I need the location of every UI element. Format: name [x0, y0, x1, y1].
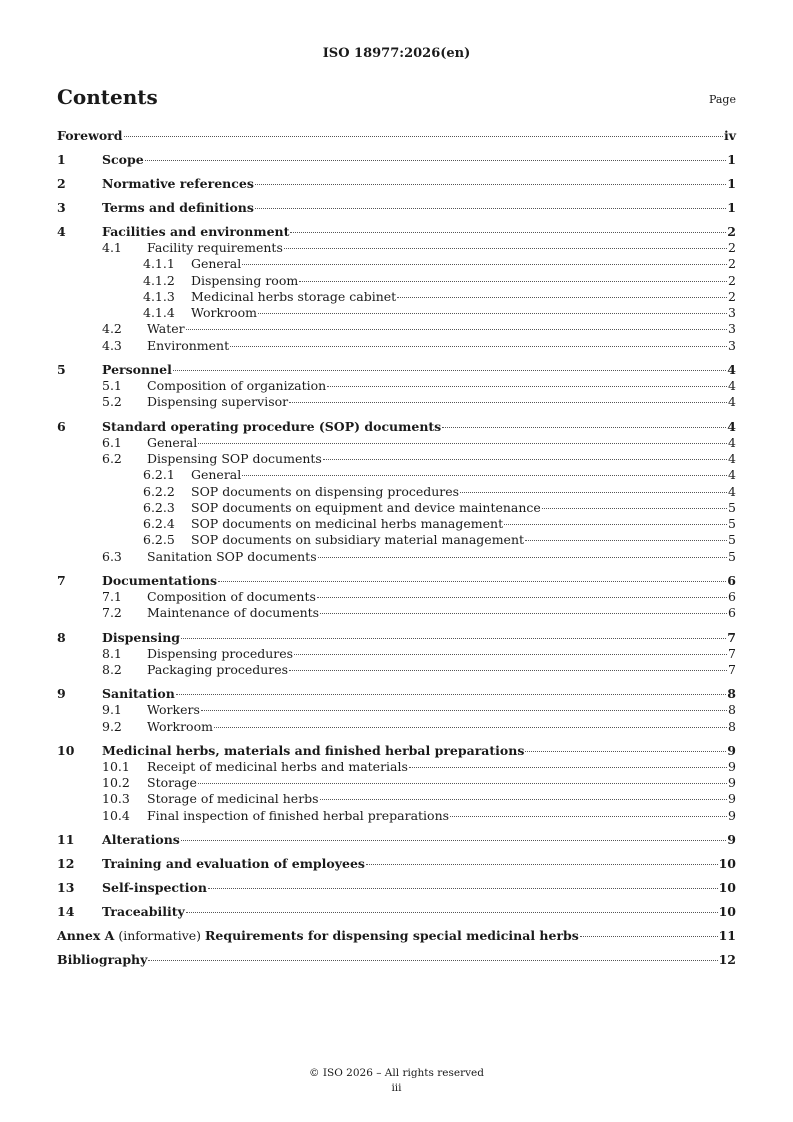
dot-leader [450, 816, 727, 817]
dot-leader [201, 710, 727, 711]
dot-leader [242, 475, 727, 476]
toc-entry[interactable] [57, 759, 736, 775]
toc-entry[interactable] [57, 903, 736, 920]
toc-entry-title[interactable]: Storage [147, 775, 197, 791]
toc-entry[interactable] [57, 662, 736, 678]
toc-entry-page: 4 [728, 394, 736, 410]
toc-entry-page: 3 [728, 305, 736, 321]
page-title: Contents [57, 85, 158, 109]
toc-entry-title[interactable]: Sanitation SOP documents [147, 548, 317, 564]
toc-entry[interactable] [57, 791, 736, 807]
toc-group [57, 151, 736, 168]
dot-leader [284, 248, 727, 249]
toc-entry-page: 9 [728, 775, 736, 791]
toc-entry-page: 4 [728, 450, 736, 466]
toc-entry-number: 7.2 [102, 605, 122, 621]
toc-entry[interactable] [57, 273, 736, 289]
dot-leader [299, 281, 727, 282]
dot-leader [258, 313, 727, 314]
toc-entry[interactable] [57, 549, 736, 565]
toc-entry-page: 12 [718, 952, 736, 968]
toc-group [57, 629, 736, 679]
toc-entry-number: 4.3 [102, 337, 122, 353]
toc-entry[interactable] [57, 500, 736, 516]
toc-entry[interactable] [57, 151, 736, 168]
dot-leader [124, 136, 723, 137]
toc-entry[interactable] [57, 175, 736, 192]
document-id-header: ISO 18977:2026(en) [322, 46, 471, 61]
toc-entry[interactable] [57, 240, 736, 256]
dot-leader [289, 402, 727, 403]
toc-entry-title[interactable]: Dispensing [102, 629, 181, 645]
dot-leader [255, 208, 726, 209]
toc-entry-number: 10.2 [102, 775, 130, 791]
toc-entry[interactable] [57, 572, 736, 589]
toc-entry-title[interactable]: Alterations [102, 832, 180, 848]
toc-entry-title[interactable]: Dispensing procedures [147, 645, 294, 661]
table-of-contents [57, 127, 736, 975]
toc-entry-page: 5 [728, 548, 736, 564]
dot-leader [525, 540, 727, 541]
dot-leader [442, 427, 726, 428]
toc-group [57, 685, 736, 735]
toc-entry-number: 6.1 [102, 434, 122, 450]
toc-entry[interactable] [57, 289, 736, 305]
toc-entry-page: 1 [727, 152, 736, 167]
toc-group [57, 361, 736, 411]
toc-entry-page: 9 [728, 758, 736, 774]
toc-group [57, 175, 736, 192]
dot-leader [186, 912, 718, 913]
dot-leader [409, 767, 727, 768]
toc-entry-title[interactable]: Medicinal herbs, materials and finished herbal preparations [102, 742, 525, 758]
toc-entry-page: 9 [727, 832, 736, 848]
toc-entry-page: 9 [727, 742, 736, 758]
toc-entry-number: 12 [57, 856, 75, 872]
toc-entry-number: 4.1.3 [143, 288, 175, 304]
toc-entry-title[interactable]: Final inspection of finished herbal preparations [147, 807, 450, 823]
toc-entry[interactable] [57, 199, 736, 216]
toc-entry-number: 10.1 [102, 758, 130, 774]
toc-group [57, 127, 736, 144]
toc-entry-title[interactable]: Dispensing supervisor [147, 394, 289, 410]
toc-entry-number: 10.3 [102, 791, 130, 807]
toc-entry[interactable] [57, 305, 736, 321]
toc-entry[interactable] [57, 451, 736, 467]
toc-entry-page: 1 [727, 176, 736, 191]
toc-entry-title[interactable]: Facility requirements [147, 240, 283, 255]
toc-entry[interactable] [57, 223, 736, 240]
toc-entry[interactable] [57, 719, 736, 735]
dot-leader [230, 346, 727, 347]
toc-entry-page: 4 [728, 378, 736, 394]
dot-leader [294, 654, 727, 655]
toc-entry-number: 9 [57, 686, 66, 702]
dot-leader [525, 751, 726, 752]
toc-entry-page: 4 [728, 483, 736, 499]
toc-entry[interactable] [57, 685, 736, 702]
toc-entry-number: 14 [57, 904, 75, 920]
dot-leader [318, 557, 727, 558]
toc-entry-number: 4 [57, 224, 66, 239]
toc-group [57, 831, 736, 848]
toc-entry-number: 8 [57, 629, 66, 645]
toc-entry-number: 13 [57, 880, 75, 896]
toc-entry-title[interactable]: SOP documents on medicinal herbs management [191, 516, 504, 532]
toc-entry-number: 5.1 [102, 378, 122, 394]
toc-entry-page: 5 [728, 516, 736, 532]
toc-entry-title[interactable]: Water [147, 321, 185, 337]
toc-entry[interactable] [57, 879, 736, 896]
toc-entry-page: iv [723, 128, 736, 143]
toc-entry[interactable] [57, 831, 736, 848]
dot-leader [198, 443, 727, 444]
toc-entry-page: 8 [727, 686, 736, 702]
toc-entry-title[interactable]: Normative references [102, 176, 254, 191]
toc-entry-title[interactable]: SOP documents on dispensing procedures [191, 483, 460, 499]
toc-entry-number: 6.2.3 [143, 499, 175, 515]
toc-entry-number: 4.1.1 [143, 256, 175, 272]
toc-entry-page: 5 [728, 499, 736, 515]
copyright-notice: © ISO 2026 – All rights reserved [309, 1067, 484, 1079]
toc-entry-number: 3 [57, 200, 66, 215]
toc-entry-title[interactable]: Workroom [147, 718, 213, 734]
toc-entry-number: 10.4 [102, 807, 130, 823]
toc-entry[interactable] [57, 467, 736, 483]
toc-entry-number: 6 [57, 418, 66, 434]
toc-entry-page: 4 [728, 467, 736, 483]
page-number: iii [391, 1082, 402, 1094]
toc-entry[interactable] [57, 951, 736, 968]
toc-entry-page: 2 [728, 272, 736, 288]
toc-group [57, 418, 736, 565]
toc-entry-number: 6.2 [102, 450, 122, 466]
toc-entry-title[interactable]: Composition of documents [147, 589, 316, 605]
toc-entry-number: 10 [57, 742, 75, 758]
toc-entry[interactable] [57, 927, 736, 944]
toc-entry[interactable] [57, 394, 736, 410]
toc-entry-number: 4.2 [102, 321, 122, 337]
toc-entry-title[interactable]: Training and evaluation of employees [102, 856, 365, 872]
dot-leader [208, 888, 718, 889]
toc-entry-number: 6.2.5 [143, 532, 175, 548]
toc-entry-number: 6.2.2 [143, 483, 175, 499]
toc-entry-number: 1 [57, 152, 66, 167]
toc-group [57, 855, 736, 872]
toc-entry-title[interactable]: SOP documents on equipment and device maintenance [191, 499, 541, 515]
toc-entry-number: 8.1 [102, 645, 122, 661]
toc-entry-title[interactable]: Bibliography [57, 952, 148, 968]
toc-entry-page: 10 [718, 880, 736, 896]
toc-entry-page: 4 [727, 362, 736, 378]
dot-leader [198, 783, 727, 784]
toc-entry-title[interactable]: SOP documents on subsidiary material management [191, 532, 525, 548]
toc-entry-title[interactable]: Documentations [102, 573, 218, 589]
toc-entry-page: 6 [727, 573, 736, 589]
toc-entry-page: 8 [728, 702, 736, 718]
toc-entry-title[interactable]: Medicinal herbs storage cabinet [191, 288, 397, 304]
toc-entry-number: 4.1.2 [143, 272, 175, 288]
toc-entry-page: 2 [727, 224, 736, 239]
toc-entry-page: 6 [728, 589, 736, 605]
toc-entry[interactable] [57, 532, 736, 548]
page-footer [0, 1066, 793, 1096]
toc-entry-page: 10 [718, 904, 736, 920]
toc-entry-title[interactable]: Composition of organization [147, 378, 327, 394]
toc-entry[interactable] [57, 629, 736, 646]
toc-entry-page: 1 [727, 200, 736, 215]
toc-entry-title[interactable]: Storage of medicinal herbs [147, 791, 319, 807]
toc-entry-number: 6.2.1 [143, 467, 175, 483]
toc-entry-title[interactable]: Receipt of medicinal herbs and materials [147, 758, 408, 774]
toc-entry-title[interactable]: Workers [147, 702, 200, 718]
toc-entry-title[interactable]: Dispensing SOP documents [147, 450, 322, 466]
toc-entry[interactable] [57, 589, 736, 605]
dot-leader [181, 638, 726, 639]
toc-entry-title[interactable]: Workroom [191, 305, 257, 321]
dot-leader [214, 727, 727, 728]
toc-entry[interactable] [57, 702, 736, 718]
toc-entry-page: 7 [728, 661, 736, 677]
toc-entry-title[interactable]: General [191, 256, 242, 272]
toc-entry-page: 11 [718, 928, 736, 944]
toc-entry[interactable] [57, 361, 736, 378]
toc-group [57, 927, 736, 944]
toc-entry[interactable] [57, 435, 736, 451]
toc-entry-page: 10 [718, 856, 736, 872]
toc-entry[interactable] [57, 742, 736, 759]
dot-leader [542, 508, 727, 509]
toc-group [57, 951, 736, 968]
annex-label: Annex A [57, 928, 115, 944]
toc-entry[interactable] [57, 484, 736, 500]
toc-group [57, 223, 736, 354]
toc-entry-page: 7 [727, 629, 736, 645]
dot-leader [218, 581, 726, 582]
dot-leader [460, 492, 727, 493]
toc-entry[interactable] [57, 646, 736, 662]
toc-entry-page: 2 [728, 288, 736, 304]
toc-entry-page: 4 [728, 434, 736, 450]
dot-leader [181, 840, 726, 841]
toc-entry-title[interactable]: Dispensing room [191, 272, 299, 288]
toc-entry-title[interactable]: Traceability [102, 904, 185, 920]
toc-entry-page: 3 [728, 321, 736, 337]
toc-entry[interactable] [57, 418, 736, 435]
toc-entry-page: 8 [728, 718, 736, 734]
toc-entry-page: 5 [728, 532, 736, 548]
dot-leader [320, 799, 727, 800]
dot-leader [176, 694, 727, 695]
toc-group [57, 742, 736, 824]
toc-entry-title[interactable]: Self-inspection [102, 880, 207, 896]
toc-entry-number: 9.1 [102, 702, 122, 718]
toc-entry-title[interactable]: Terms and definitions [102, 200, 254, 215]
toc-entry[interactable] [57, 855, 736, 872]
toc-entry-number: 9.2 [102, 718, 122, 734]
dot-leader [320, 613, 727, 614]
toc-group [57, 879, 736, 896]
annex-title: Requirements for dispensing special medicinal herbs [205, 928, 579, 944]
toc-entry-page: 7 [728, 645, 736, 661]
dot-leader [289, 670, 727, 671]
toc-entry-number: 6.3 [102, 548, 122, 564]
page-column-label: Page [708, 93, 736, 106]
toc-entry-page: 6 [728, 605, 736, 621]
dot-leader [327, 386, 727, 387]
toc-entry-number: 2 [57, 176, 66, 191]
toc-entry-page: 2 [728, 256, 736, 272]
dot-leader [255, 184, 726, 185]
dot-leader [186, 329, 727, 330]
dot-leader [397, 297, 727, 298]
toc-entry-number: 4.1.4 [143, 305, 175, 321]
annex-type: (informative) [114, 928, 206, 944]
toc-entry-page: 4 [727, 418, 736, 434]
toc-entry[interactable] [57, 378, 736, 394]
toc-entry-page: 9 [728, 791, 736, 807]
toc-entry-number: 8.2 [102, 661, 122, 677]
dot-leader [148, 960, 717, 961]
toc-entry[interactable] [57, 127, 736, 144]
toc-entry-number: 4.1 [102, 240, 122, 255]
toc-entry-title[interactable]: Personnel [102, 362, 172, 378]
toc-entry[interactable] [57, 808, 736, 824]
dot-leader [323, 459, 727, 460]
toc-entry[interactable] [57, 321, 736, 337]
toc-entry-title[interactable] [57, 927, 579, 944]
toc-entry-title[interactable]: Scope [102, 152, 144, 167]
dot-leader [504, 524, 727, 525]
toc-entry[interactable] [57, 256, 736, 272]
toc-entry-number: 6.2.4 [143, 516, 175, 532]
toc-group [57, 903, 736, 920]
dot-leader [580, 936, 718, 937]
toc-entry-number: 7 [57, 573, 66, 589]
dot-leader [173, 370, 726, 371]
toc-entry-title[interactable]: General [191, 467, 242, 483]
toc-entry-title[interactable]: Foreword [57, 128, 123, 143]
toc-group [57, 199, 736, 216]
dot-leader [242, 264, 727, 265]
toc-entry-page: 9 [728, 807, 736, 823]
toc-entry[interactable] [57, 516, 736, 532]
toc-entry-page: 3 [728, 337, 736, 353]
dot-leader [290, 232, 726, 233]
toc-entry[interactable] [57, 605, 736, 621]
toc-entry-title[interactable]: Environment [147, 337, 230, 353]
dot-leader [145, 160, 727, 161]
toc-entry-title[interactable]: Facilities and environment [102, 224, 290, 239]
toc-entry-number: 11 [57, 832, 75, 848]
toc-entry-title[interactable]: Standard operating procedure (SOP) documents [102, 418, 442, 434]
toc-entry-number: 5.2 [102, 394, 122, 410]
toc-entry-title[interactable]: Packaging procedures [147, 661, 289, 677]
toc-entry-title[interactable]: General [147, 434, 198, 450]
toc-entry[interactable] [57, 775, 736, 791]
toc-entry[interactable] [57, 338, 736, 354]
dot-leader [366, 864, 718, 865]
toc-entry-page: 2 [728, 240, 736, 255]
dot-leader [317, 597, 727, 598]
toc-entry-number: 5 [57, 362, 66, 378]
toc-entry-number: 7.1 [102, 589, 122, 605]
toc-entry-title[interactable]: Maintenance of documents [147, 605, 320, 621]
toc-group [57, 572, 736, 622]
toc-entry-title[interactable]: Sanitation [102, 686, 175, 702]
